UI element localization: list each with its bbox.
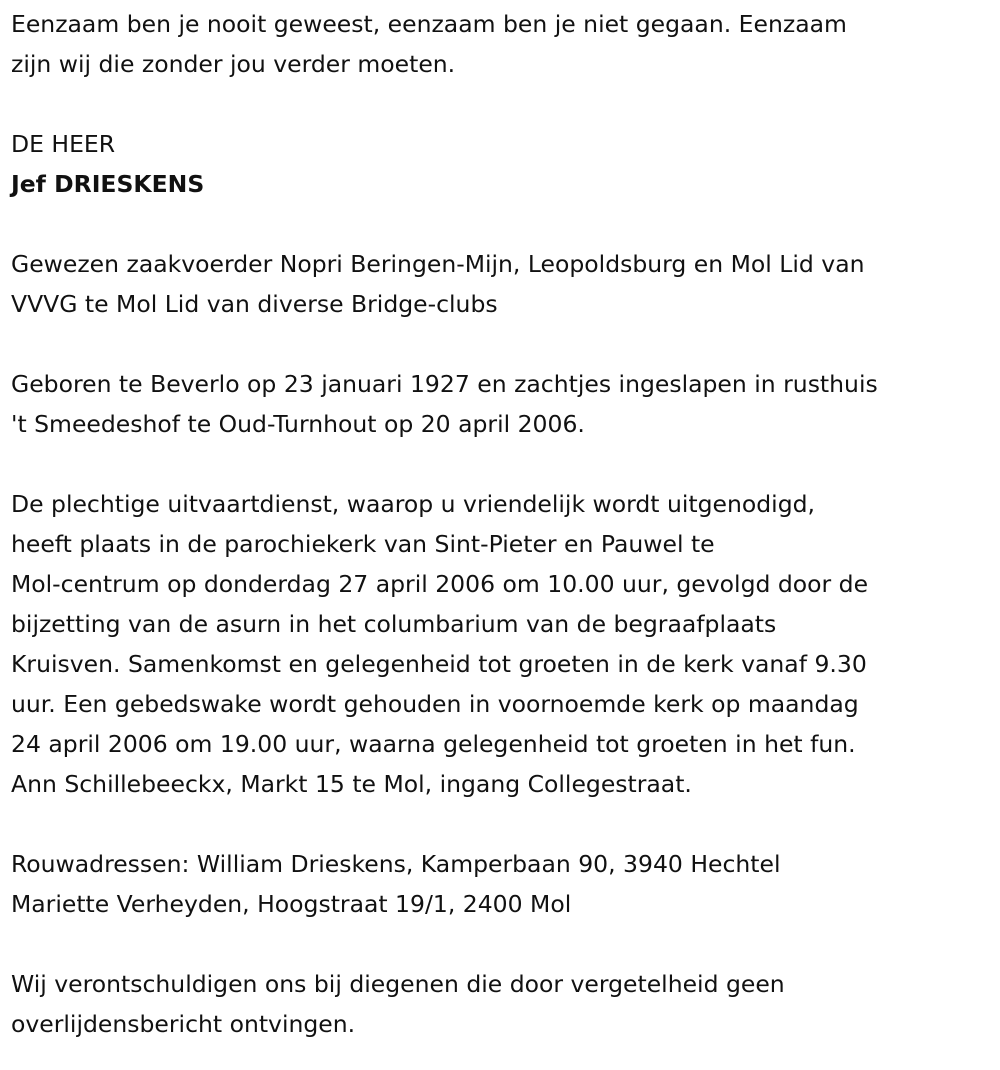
obituary-notice (11, 4, 991, 1044)
funeral-line: uur. Een gebedswake wordt gehouden in voornoemde kerk op maandag (11, 690, 859, 718)
poem-line: zijn wij die zonder jou verder moeten. (11, 50, 456, 78)
funeral-line: Mol-centrum op donderdag 27 april 2006 om 10.00 uur, gevolgd door de (11, 570, 869, 598)
funeral-line: Ann Schillebeeckx, Markt 15 te Mol, ingang Collegestraat. (11, 770, 692, 798)
funeral-line: Kruisven. Samenkomst en gelegenheid tot groeten in de kerk vanaf 9.30 (11, 650, 867, 678)
funeral-paragraph (11, 484, 991, 804)
occupation-line: VVVG te Mol Lid van diverse Bridge-clubs (11, 290, 498, 318)
paragraph-spacer (11, 804, 991, 844)
paragraph-spacer (11, 324, 991, 364)
funeral-line: 24 april 2006 om 19.00 uur, waarna gelegenheid tot groeten in het fun. (11, 730, 856, 758)
funeral-line: bijzetting van de asurn in het columbarium van de begraafplaats (11, 610, 777, 638)
paragraph-spacer (11, 204, 991, 244)
honorific-title: DE HEER (11, 130, 116, 158)
paragraph-spacer (11, 444, 991, 484)
address-line: Rouwadressen: William Drieskens, Kamperbaan 90, 3940 Hechtel (11, 850, 781, 878)
paragraph-spacer (11, 84, 991, 124)
addresses-paragraph (11, 844, 991, 924)
apology-line: overlijdensbericht ontvingen. (11, 1010, 356, 1038)
birth-death-line: Geboren te Beverlo op 23 januari 1927 en zachtjes ingeslapen in rusthuis (11, 370, 878, 398)
paragraph-spacer (11, 924, 991, 964)
occupation-line: Gewezen zaakvoerder Nopri Beringen-Mijn, Leopoldsburg en Mol Lid van (11, 250, 865, 278)
apology-line: Wij verontschuldigen ons bij diegenen die door vergetelheid geen (11, 970, 785, 998)
deceased-name: Jef DRIESKENS (11, 170, 205, 198)
funeral-line: heeft plaats in de parochiekerk van Sint-Pieter en Pauwel te (11, 530, 715, 558)
poem-paragraph (11, 4, 991, 84)
apology-paragraph (11, 964, 991, 1044)
funeral-line: De plechtige uitvaartdienst, waarop u vriendelijk wordt uitgenodigd, (11, 490, 816, 518)
poem-line: Eenzaam ben je nooit geweest, eenzaam ben je niet gegaan. Eenzaam (11, 10, 847, 38)
birth-death-paragraph (11, 364, 991, 444)
address-line: Mariette Verheyden, Hoogstraat 19/1, 2400 Mol (11, 890, 572, 918)
occupation-paragraph (11, 244, 991, 324)
birth-death-line: 't Smeedeshof te Oud-Turnhout op 20 april 2006. (11, 410, 585, 438)
